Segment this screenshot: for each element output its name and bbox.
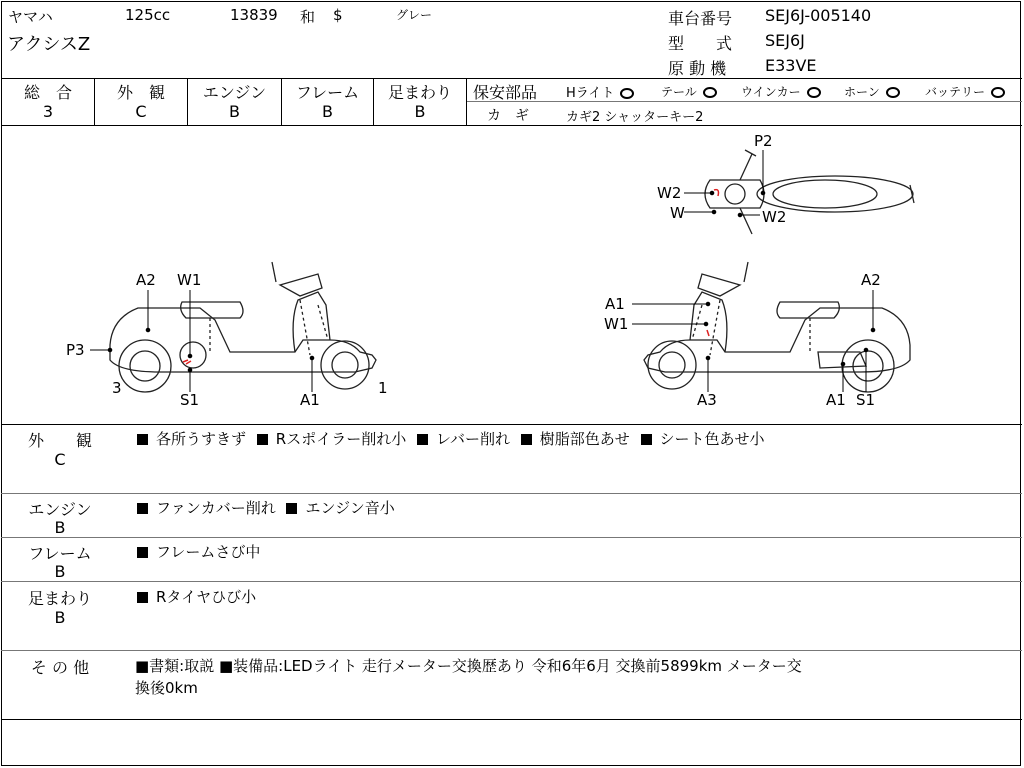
remark-exterior-items: 各所うすきず Rスポイラー削れ小 レバー削れ 樹脂部色あせ シート色あせ小 (137, 428, 765, 449)
lot-number: 13839 (230, 6, 278, 24)
left-w1-label: W1 (177, 271, 202, 289)
grade-exterior-label: 外 観 (116, 83, 165, 102)
left-a2-label: A2 (136, 271, 156, 289)
left-num3-label: 3 (112, 379, 122, 397)
remark-frame-grade: B (54, 562, 66, 581)
grade-frame-value: B (322, 102, 333, 121)
remark-frame-label: フレーム (28, 544, 92, 563)
model-name: アクシスZ (7, 34, 91, 55)
color-value: グレー (396, 8, 433, 22)
left-a1-label: A1 (300, 391, 320, 409)
remark-suspension-grade: B (54, 608, 66, 627)
displacement: 125cc (125, 6, 171, 24)
dollar-mark: $ (333, 6, 343, 24)
other-label: そ の 他 (30, 658, 90, 677)
left-num1-label: 1 (378, 379, 388, 397)
remark-engine-grade: B (54, 518, 66, 537)
top-w2a-label: W2 (657, 184, 682, 202)
safety-item-headlight: Hライト (566, 82, 634, 101)
type-label: 型 式 (668, 34, 733, 53)
remark-engine-label: エンジン (28, 500, 92, 519)
remark-exterior-label: 外 観 (27, 431, 92, 450)
type-value: SEJ6J (765, 31, 805, 50)
grade-frame-label: フレーム (295, 83, 360, 102)
right-a2-label: A2 (861, 271, 881, 289)
grade-suspension-label: 足まわり (387, 83, 452, 102)
right-s1-label: S1 (856, 391, 876, 409)
safety-label: 保安部品 (473, 83, 538, 102)
scooter-top-view (705, 150, 914, 234)
top-p2-label: P2 (754, 132, 773, 150)
left-p3-label: P3 (66, 341, 85, 359)
top-w-label: W (670, 204, 685, 222)
maker: ヤマハ (8, 8, 53, 26)
remark-suspension-label: 足まわり (27, 589, 92, 608)
remark-engine-items: ファンカバー削れ エンジン音小 (137, 497, 395, 518)
wa-mark: 和 (300, 8, 316, 26)
right-a1-label: A1 (605, 295, 625, 313)
frame-no-label: 車台番号 (668, 9, 733, 28)
grade-overall-value: 3 (42, 102, 54, 121)
grade-overall-label: 総 合 (23, 83, 72, 102)
right-a1b-label: A1 (826, 391, 846, 409)
safety-item-winker: ウインカー (741, 83, 821, 100)
grade-engine-value: B (229, 102, 240, 121)
grade-suspension-value: B (414, 102, 426, 121)
right-a3-label: A3 (697, 391, 717, 409)
right-w1-label: W1 (604, 315, 629, 333)
grade-exterior-value: C (135, 102, 147, 121)
grade-engine-label: エンジン (202, 83, 267, 102)
other-line1: ■書類:取説 ■装備品:LEDライト 走行メーター交換歴あり 令和6年6月 交換前5899km メーター交 (135, 657, 802, 675)
remark-frame-items: フレームさび中 (137, 541, 260, 562)
frame-no-value: SEJ6J-005140 (765, 6, 872, 25)
key-label: カ ギ (487, 108, 529, 124)
safety-item-tail: テール (661, 83, 717, 100)
left-s1-label: S1 (180, 391, 200, 409)
engine-value: E33VE (765, 56, 817, 75)
engine-label: 原 動 機 (668, 59, 727, 78)
remark-exterior-grade: C (54, 450, 66, 469)
other-line2: 換後0km (135, 679, 198, 697)
safety-item-battery: バッテリー (925, 83, 1005, 100)
top-w2b-label: W2 (762, 208, 787, 226)
key-value: カギ2 シャッターキー2 (566, 110, 704, 125)
safety-item-horn: ホーン (844, 83, 900, 100)
remark-suspension-items: Rタイヤひび小 (137, 586, 256, 607)
